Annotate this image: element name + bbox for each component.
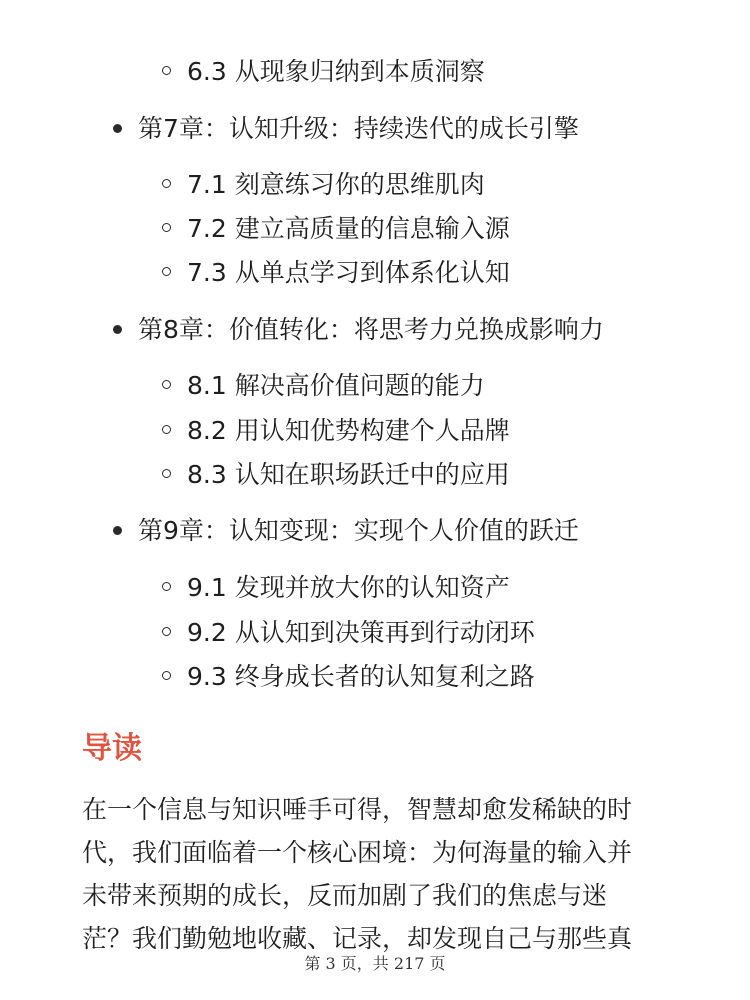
toc-chapter-7 xyxy=(113,112,579,146)
filled-bullet-icon xyxy=(113,124,122,133)
hollow-bullet-icon xyxy=(162,425,171,434)
toc-section-8-1 xyxy=(162,369,485,403)
toc-chapter-8 xyxy=(113,313,604,347)
intro-line: 茫？我们勤勉地收藏、记录，却发现自己与那些真 xyxy=(82,924,633,953)
hollow-bullet-icon xyxy=(162,66,171,75)
toc-chapter-text: 第9章：认知变现：实现个人价值的跃迁 xyxy=(138,516,579,545)
hollow-bullet-icon xyxy=(162,267,171,276)
intro-paragraph xyxy=(82,788,672,960)
toc-section-text: 8.3 认知在职场跃迁中的应用 xyxy=(187,460,510,489)
hollow-bullet-icon xyxy=(162,380,171,389)
toc-section-text: 9.1 发现并放大你的认知资产 xyxy=(187,573,510,602)
toc-section-text: 6.3 从现象归纳到本质洞察 xyxy=(187,57,485,86)
toc-chapter-text: 第8章：价值转化：将思考力兑换成影响力 xyxy=(138,315,604,344)
toc-section-8-2 xyxy=(162,414,510,448)
toc-section-8-3 xyxy=(162,458,510,492)
intro-line: 在一个信息与知识唾手可得，智慧却愈发稀缺的时 xyxy=(82,795,633,824)
toc-section-text: 8.2 用认知优势构建个人品牌 xyxy=(187,416,510,445)
intro-heading: 导读 xyxy=(82,731,142,766)
hollow-bullet-icon xyxy=(162,671,171,680)
toc-section-9-2 xyxy=(162,616,535,650)
toc-section-text: 8.1 解决高价值问题的能力 xyxy=(187,371,485,400)
toc-section-text: 7.3 从单点学习到体系化认知 xyxy=(187,258,510,287)
toc-section-9-1 xyxy=(162,571,510,605)
toc-section-text: 7.1 刻意练习你的思维肌肉 xyxy=(187,170,485,199)
toc-section-text: 9.2 从认知到决策再到行动闭环 xyxy=(187,618,535,647)
hollow-bullet-icon xyxy=(162,223,171,232)
toc-section-text: 9.3 终身成长者的认知复利之路 xyxy=(187,662,535,691)
toc-chapter-9 xyxy=(113,514,579,548)
hollow-bullet-icon xyxy=(162,627,171,636)
hollow-bullet-icon xyxy=(162,582,171,591)
filled-bullet-icon xyxy=(113,526,122,535)
intro-line: 未带来预期的成长，反而加剧了我们的焦虑与迷 xyxy=(82,881,608,910)
toc-section-7-1 xyxy=(162,168,485,202)
toc-section-text: 7.2 建立高质量的信息输入源 xyxy=(187,214,510,243)
page-number-footer: 第 3 页，共 217 页 xyxy=(304,954,446,973)
toc-chapter-text: 第7章：认知升级：持续迭代的成长引擎 xyxy=(138,114,579,143)
toc-section-9-3 xyxy=(162,660,535,694)
hollow-bullet-icon xyxy=(162,179,171,188)
intro-line: 代，我们面临着一个核心困境：为何海量的输入并 xyxy=(82,838,633,867)
filled-bullet-icon xyxy=(113,325,122,334)
hollow-bullet-icon xyxy=(162,469,171,478)
toc-section-6-3 xyxy=(162,55,485,89)
toc-section-7-2 xyxy=(162,212,510,246)
toc-section-7-3 xyxy=(162,256,510,290)
